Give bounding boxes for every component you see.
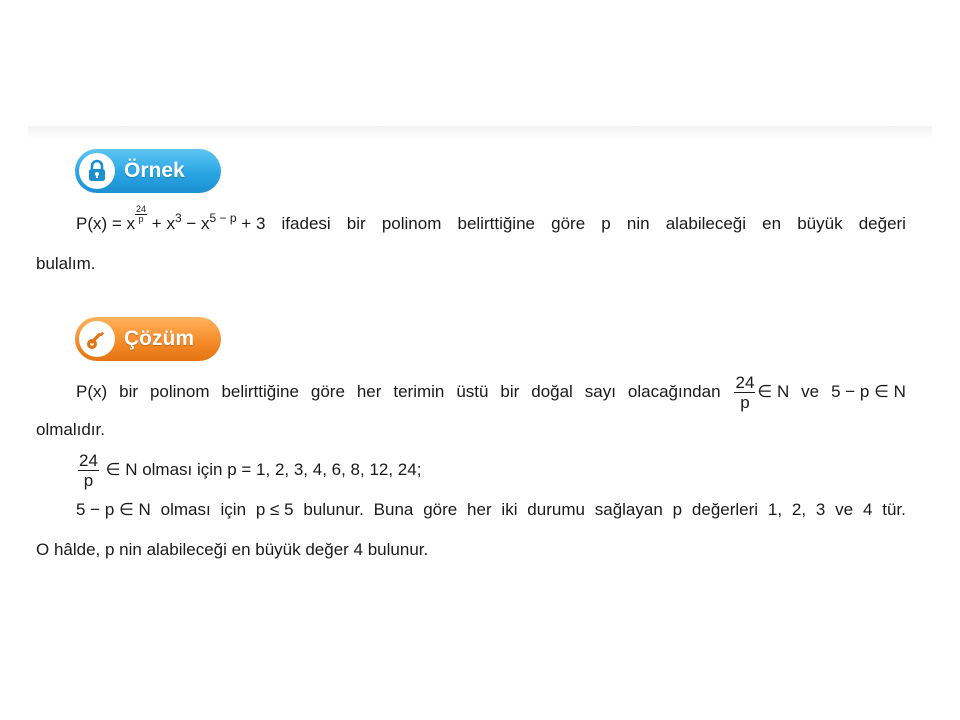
word: her xyxy=(467,500,492,519)
word: ifadesi xyxy=(281,214,331,233)
header-band xyxy=(28,126,932,140)
word: iki xyxy=(501,500,518,519)
word: p xyxy=(672,500,683,519)
word: 5 − p ∈ N xyxy=(76,500,151,519)
word: üstü xyxy=(456,381,489,401)
word: p xyxy=(601,214,611,233)
word: göre xyxy=(423,500,458,519)
word: 4 xyxy=(862,500,873,519)
word: sayı xyxy=(584,381,616,401)
word: bulunur. xyxy=(303,500,364,519)
word: 3 xyxy=(815,500,826,519)
word: büyük xyxy=(797,214,843,233)
word: bir xyxy=(500,381,520,401)
example-line-1 xyxy=(76,204,906,234)
word: terimin xyxy=(393,381,445,401)
word: değeri xyxy=(858,214,906,233)
fraction-24-over-p: $\frac{24}{p}$ ∈ N xyxy=(735,373,790,412)
word: için xyxy=(220,500,247,519)
word: en xyxy=(762,214,782,233)
word: belirttiğine xyxy=(221,381,299,401)
word: alabileceği xyxy=(665,214,747,233)
word: tür. xyxy=(882,500,906,519)
word: bir xyxy=(346,214,366,233)
example-badge-label: Örnek xyxy=(124,159,185,182)
word: 2, xyxy=(791,500,807,519)
solution-badge xyxy=(75,317,221,361)
lock-icon xyxy=(79,153,115,189)
word: Buna xyxy=(373,500,414,519)
example-formula: P(x) = x $\frac{24}{p}$ + $x^3 - x^{5 - p} + 3$ xyxy=(76,204,266,233)
solution-line-3: $\frac{24}{p}$ ∈ N olması için p = 1, 2, 3, 4, 6, 8, 12, 24; xyxy=(79,451,422,490)
word: olacağından xyxy=(627,381,721,401)
word: 5 − p ∈ N xyxy=(831,381,906,401)
word: P(x) xyxy=(76,381,108,401)
solution-line-1 xyxy=(76,374,906,411)
word: göre xyxy=(310,381,345,401)
word: değerleri xyxy=(691,500,759,519)
word: bir xyxy=(119,381,139,401)
solution-badge-label: Çözüm xyxy=(124,327,194,350)
word: ve xyxy=(835,500,854,519)
word: durumu xyxy=(527,500,585,519)
word: belirttiğine xyxy=(457,214,535,233)
solution-line-2: olmalıdır. xyxy=(36,420,105,439)
word: ve xyxy=(801,381,820,401)
word: sağlayan xyxy=(594,500,663,519)
example-badge xyxy=(75,149,221,193)
solution-line-4 xyxy=(76,500,906,520)
solution-line-5: O hâlde, p nin alabileceği en büyük değer 4 bulunur. xyxy=(36,540,429,559)
word: göre xyxy=(551,214,586,233)
word: nin xyxy=(626,214,650,233)
word: polinom xyxy=(381,214,442,233)
example-line-2: bulalım. xyxy=(36,254,96,273)
key-icon xyxy=(79,321,115,357)
word: her xyxy=(356,381,382,401)
word: olması xyxy=(160,500,211,519)
word: 1, xyxy=(767,500,783,519)
word: polinom xyxy=(149,381,210,401)
word: doğal xyxy=(531,381,573,401)
word: p ≤ 5 xyxy=(255,500,294,519)
